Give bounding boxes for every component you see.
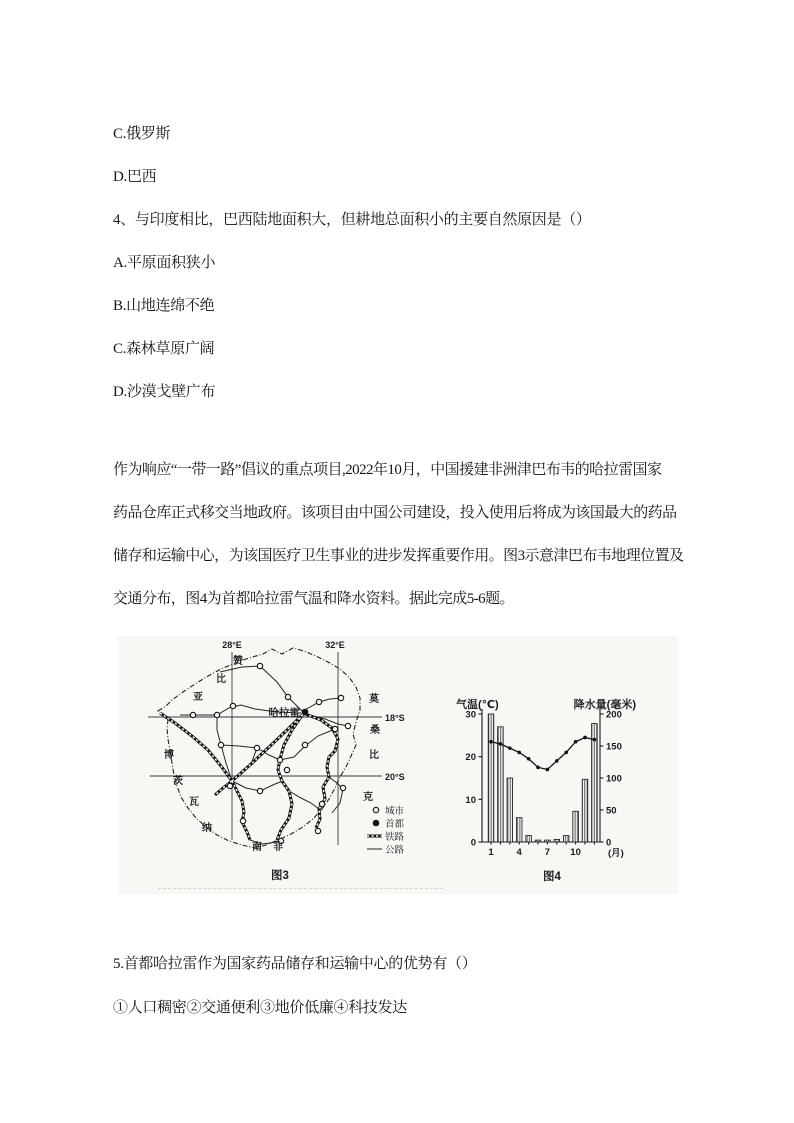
- neighbor-label-south_africa-char: 非: [273, 842, 283, 853]
- neighbor-country-labels: [164, 654, 380, 853]
- q4-stem: 4、与印度相比，巴西陆地面积大，但耕地总面积小的主要自然原因是（）: [113, 212, 591, 228]
- neighbor-label-zambia-char: 比: [216, 674, 226, 685]
- temp-point-month-11: [583, 736, 587, 740]
- legend-capital-label: 首都: [385, 819, 405, 830]
- temp-point-month-12: [593, 738, 597, 742]
- x-axis-tick-label: 10: [570, 847, 581, 858]
- q4-option-d: D.沙漠戈壁广布: [113, 384, 216, 400]
- passage-line-3: 储存和运输中心，为该国医疗卫生事业的进步发挥重要作用。图3示意津巴布韦地理位置及: [113, 548, 684, 564]
- left-axis-tick-label: 10: [465, 794, 476, 806]
- neighbor-label-south_africa-char: 南: [252, 842, 262, 853]
- precip-bar-month-4: [516, 818, 522, 842]
- right-axis-tick-label: 150: [606, 741, 622, 753]
- q5-options-line: ①人口稠密②交通便利③地价低廉④科技发达: [113, 1000, 408, 1016]
- neighbor-label-botswana-char: 博: [164, 750, 174, 761]
- precip-bar-month-7: [545, 840, 551, 842]
- left-axis-tick-label: 30: [465, 709, 476, 721]
- temp-point-month-8: [555, 759, 559, 763]
- temp-point-month-10: [574, 740, 578, 744]
- legend-city-label: 城市: [385, 806, 405, 817]
- q3-option-c: C.俄罗斯: [113, 126, 171, 142]
- capital-dot-icon: [373, 820, 380, 827]
- left-axis-title: 气温(℃): [456, 699, 499, 711]
- parallel-18s-label: 18°S: [385, 713, 405, 723]
- chart-plot-area: [465, 710, 621, 859]
- precip-bar-month-9: [563, 836, 569, 842]
- passage-line-4: 交通分布，图4为首都哈拉雷气温和降水资料。据此完成5-6题。: [113, 591, 514, 607]
- right-axis-tick-label: 50: [606, 805, 617, 817]
- neighbor-label-zambia-char: 亚: [193, 692, 203, 703]
- precip-bar-month-5: [526, 836, 532, 842]
- right-axis-tick-label: 200: [606, 709, 622, 721]
- temp-point-month-7: [546, 768, 550, 772]
- temp-point-month-9: [564, 751, 568, 755]
- precip-bar-month-1: [488, 714, 494, 842]
- figures-scan: [118, 636, 678, 894]
- temp-point-month-1: [489, 740, 493, 744]
- right-axis-tick-label: 100: [606, 773, 622, 785]
- x-axis-tick-label: 4: [516, 847, 522, 858]
- harare-climate-chart: [440, 692, 675, 887]
- neighbor-label-mozambique-char: 比: [369, 750, 379, 761]
- neighbor-label-mozambique-char: 桑: [370, 725, 380, 736]
- q5-stem: 5.首都哈拉雷作为国家药品储存和运输中心的优势有（）: [113, 956, 477, 972]
- neighbor-label-mozambique-char: 莫: [369, 694, 379, 705]
- left-axis-tick-label: 20: [465, 752, 476, 764]
- passage-line-1: 作为响应“一带一路”倡议的重点项目,2022年10月，中国援建非洲津巴布韦的哈拉雷国家: [113, 462, 662, 478]
- legend-railway-label: 铁路: [385, 832, 405, 843]
- city-markers: [190, 663, 350, 843]
- road-network: [180, 666, 348, 844]
- zimbabwe-map-figure: [120, 638, 430, 888]
- precip-bar-month-6: [535, 840, 541, 842]
- neighbor-label-botswana-char: 茨: [173, 776, 183, 787]
- q3-option-d: D.巴西: [113, 169, 157, 185]
- meridian-28e-label: 28°E: [222, 640, 242, 650]
- q4-option-a: A.平原面积狭小: [113, 255, 216, 271]
- capital-marker: [302, 709, 309, 716]
- map-caption: 图3: [271, 870, 289, 882]
- precip-bar-month-3: [507, 778, 513, 842]
- capital-label: 哈拉雷: [268, 707, 300, 719]
- precip-bar-month-8: [554, 839, 560, 842]
- q4-option-b: B.山地连绵不绝: [113, 298, 215, 314]
- neighbor-label-mozambique-char: 克: [363, 792, 373, 803]
- temp-point-month-2: [499, 742, 503, 746]
- x-axis-tick-label: 7: [544, 847, 551, 858]
- map-legend: [367, 805, 405, 856]
- parallel-20s-label: 20°S: [385, 772, 405, 782]
- precip-bar-month-11: [582, 779, 588, 842]
- railway-network: [160, 713, 338, 840]
- chart-caption: 图4: [543, 871, 561, 883]
- neighbor-label-botswana-char: 瓦: [189, 797, 199, 808]
- x-axis-tick-label: 1: [488, 847, 494, 858]
- left-axis-tick-label: 0: [470, 837, 476, 849]
- precip-bar-month-10: [573, 811, 579, 842]
- q4-option-c: C.森林草原广阔: [113, 341, 215, 357]
- meridian-32e-label: 32°E: [325, 640, 345, 650]
- temp-point-month-6: [536, 766, 540, 770]
- x-axis-unit: (月): [608, 848, 624, 859]
- city-circle-icon: [373, 807, 378, 812]
- temp-line: [491, 737, 594, 769]
- neighbor-label-botswana-char: 纳: [202, 823, 212, 834]
- temp-point-month-4: [517, 751, 521, 755]
- passage-line-2: 药品仓库正式移交当地政府。该项目由中国公司建设，投入使用后将成为该国最大的药品: [113, 505, 677, 521]
- right-axis-tick-label: 0: [606, 837, 612, 849]
- legend-road-label: 公路: [385, 845, 405, 856]
- neighbor-label-zambia-char: 赞: [233, 656, 243, 667]
- right-axis-title: 降水量(毫米): [573, 699, 636, 711]
- temp-point-month-5: [527, 757, 531, 761]
- temp-point-month-3: [508, 746, 512, 750]
- scan-artifact-line: [158, 888, 443, 889]
